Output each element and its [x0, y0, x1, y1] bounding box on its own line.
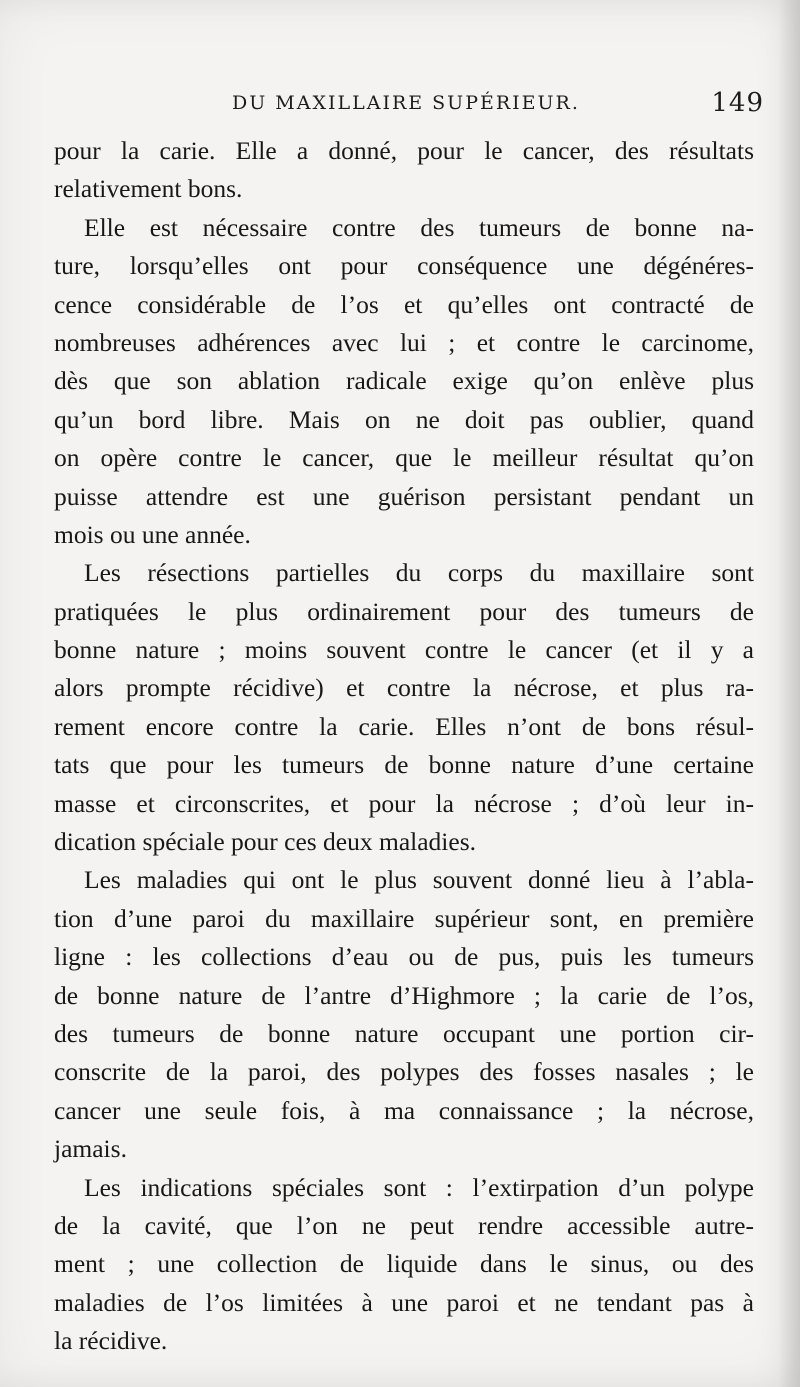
paragraph-first-line: Les indications spéciales sont : l’extirpation d’un polype	[84, 1172, 754, 1202]
text-line: ligne : les collections d’eau ou de pus, puis les tumeurs	[54, 942, 754, 972]
running-head-title: DU MAXILLAIRE SUPÉRIEUR.	[232, 92, 580, 114]
text-line: dès que son ablation radicale exige qu’on enlève plus	[54, 366, 754, 396]
paragraph-first-line: Les maladies qui ont le plus souvent donné lieu à l’abla-	[84, 865, 754, 895]
paragraph-first-line: Les résections partielles du corps du maxillaire sont	[84, 558, 754, 588]
text-line: alors prompte récidive) et contre la nécrose, et plus ra-	[54, 673, 754, 703]
text-line: maladies de l’os limitées à une paroi et ne tendant pas à	[54, 1287, 754, 1317]
text-line: rement encore contre la carie. Elles n’ont de bons résul-	[54, 711, 754, 741]
text-line: pour la carie. Elle a donné, pour le cancer, des résultats	[54, 136, 754, 165]
running-head	[232, 88, 764, 120]
page-edge-shadow	[778, 0, 800, 1387]
text-line: des tumeurs de bonne nature occupant une portion cir-	[54, 1018, 754, 1048]
text-line: qu’un bord libre. Mais on ne doit pas oublier, quand	[54, 404, 754, 434]
text-line: ture, lorsqu’elles ont pour conséquence une dégénéres-	[54, 251, 754, 281]
text-line: puisse attendre est une guérison persistant pendant un	[54, 481, 754, 511]
text-line: tats que pour les tumeurs de bonne nature d’une certaine	[54, 750, 754, 780]
body-text	[54, 132, 754, 1361]
text-line: masse et circonscrites, et pour la nécrose ; d’où leur in-	[54, 788, 754, 818]
text-line: dication spéciale pour ces deux maladies.	[54, 827, 477, 857]
text-line: cancer une seule fois, à ma connaissance ; la nécrose,	[54, 1095, 754, 1125]
page-number: 149	[711, 88, 764, 118]
text-line: pratiquées le plus ordinairement pour des tumeurs de	[54, 596, 754, 626]
text-line: conscrite de la paroi, des polypes des fosses nasales ; le	[54, 1057, 754, 1087]
text-line: mois ou une année.	[54, 519, 251, 549]
text-line: bonne nature ; moins souvent contre le cancer (et il y a	[54, 635, 754, 665]
text-line: jamais.	[54, 1134, 127, 1164]
text-line: relativement bons.	[54, 174, 243, 204]
text-line: ment ; une collection de liquide dans le sinus, ou des	[54, 1249, 754, 1279]
text-line: de bonne nature de l’antre d’Highmore ; la carie de l’os,	[54, 980, 754, 1010]
text-line: de la cavité, que l’on ne peut rendre accessible autre-	[54, 1210, 754, 1240]
paragraph-first-line: Elle est nécessaire contre des tumeurs de bonne na-	[84, 212, 754, 242]
text-line: cence considérable de l’os et qu’elles ont contracté de	[54, 289, 754, 319]
text-line: la récidive.	[54, 1326, 168, 1356]
text-line: on opère contre le cancer, que le meilleur résultat qu’on	[54, 443, 754, 473]
text-line: tion d’une paroi du maxillaire supérieur sont, en première	[54, 903, 754, 933]
text-line: nombreuses adhérences avec lui ; et contre le carcinome,	[54, 327, 754, 357]
